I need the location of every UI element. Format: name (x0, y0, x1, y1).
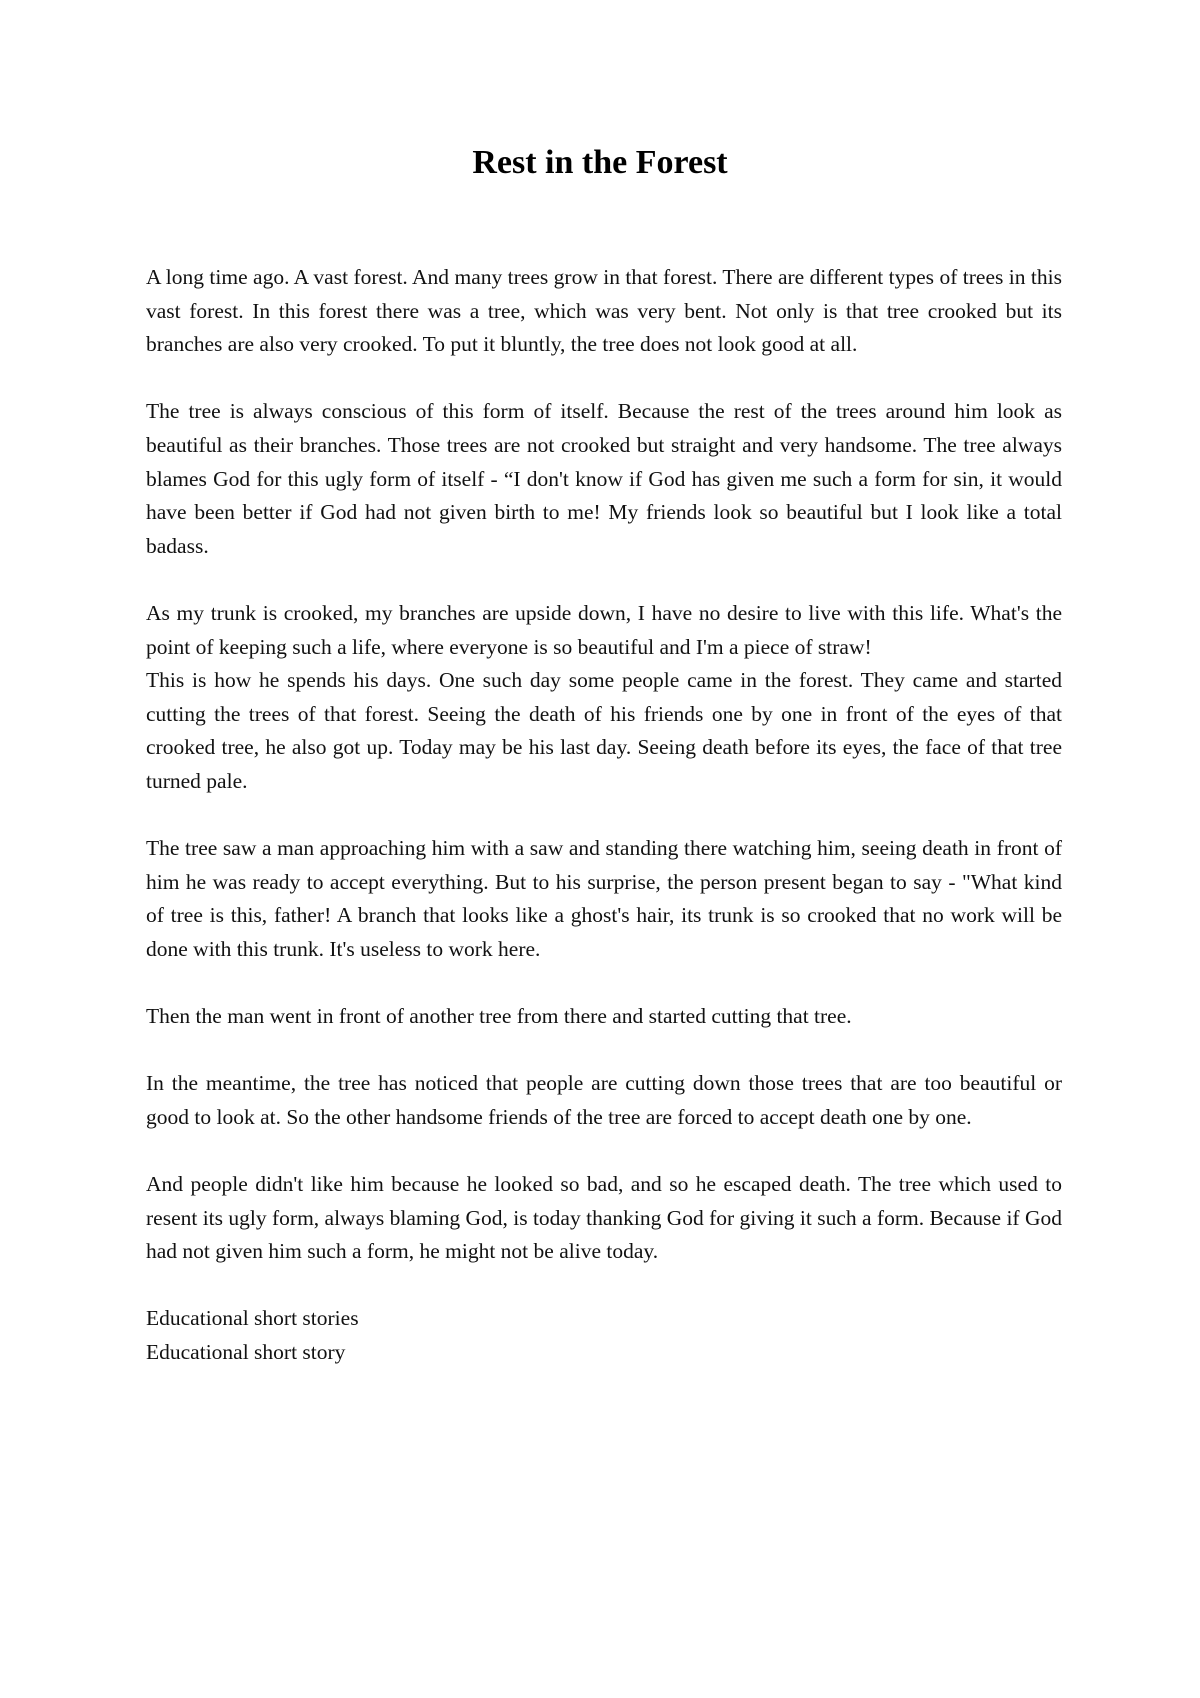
paragraph-8: And people didn't like him because he looked so bad, and so he escaped death. The tree which used to resent its ugly form, always blaming God, is today thanking God for giving it such a form. Because if God had not given him such a form, he might not be alive today. (146, 1172, 1062, 1264)
paragraph-7: In the meantime, the tree has noticed that people are cutting down those trees that are too beautiful or good to look at. So the other handsome friends of the tree are forced to accept death one by one. (146, 1071, 1062, 1129)
document-title: Rest in the Forest (472, 144, 728, 181)
footer-line-1: Educational short stories (146, 1306, 359, 1331)
paragraph-3: As my trunk is crooked, my branches are upside down, I have no desire to live with this life. What's the point of keeping such a life, where everyone is so beautiful and I'm a piece of straw! (146, 600, 1062, 659)
paragraph-5: The tree saw a man approaching him with a saw and standing there watching him, seeing death in front of him he was ready to accept everything. But to his surprise, the person present began to say - "What kind of tree is this, father! A branch that looks like a ghost's hair, its trunk is so crooked that no work will be done with this trunk. It's useless to work here. (146, 836, 1062, 961)
paragraph-4: This is how he spends his days. One such day some people came in the forest. They came and started cutting the trees of that forest. Seeing the death of his friends one by one in front of the eyes of that crooked tree, he also got up. Today may be his last day. Seeing death before its eyes, the face of that tree turned pale. (146, 668, 1062, 793)
footer-line-2: Educational short story (146, 1340, 346, 1364)
paragraph-6: Then the man went in front of another tree from there and started cutting that tree. (146, 1004, 852, 1029)
paragraph-1: A long time ago. A vast forest. And many trees grow in that forest. There are different types of trees in this vast forest. In this forest there was a tree, which was very bent. Not only is that tree crooked but its branches are also very crooked. To put it bluntly, the tree does not look good at all. (146, 265, 1062, 357)
document-body (146, 261, 1062, 1370)
paragraph-2: The tree is always conscious of this form of itself. Because the rest of the trees around him look as beautiful as their branches. Those trees are not crooked but straight and very handsome. The tree always blames God for this ugly form of itself - “I don't know if God has given me such a form for sin, it would have been better if God had not given birth to me! My friends look so beautiful but I look like a total badass. (146, 399, 1062, 558)
